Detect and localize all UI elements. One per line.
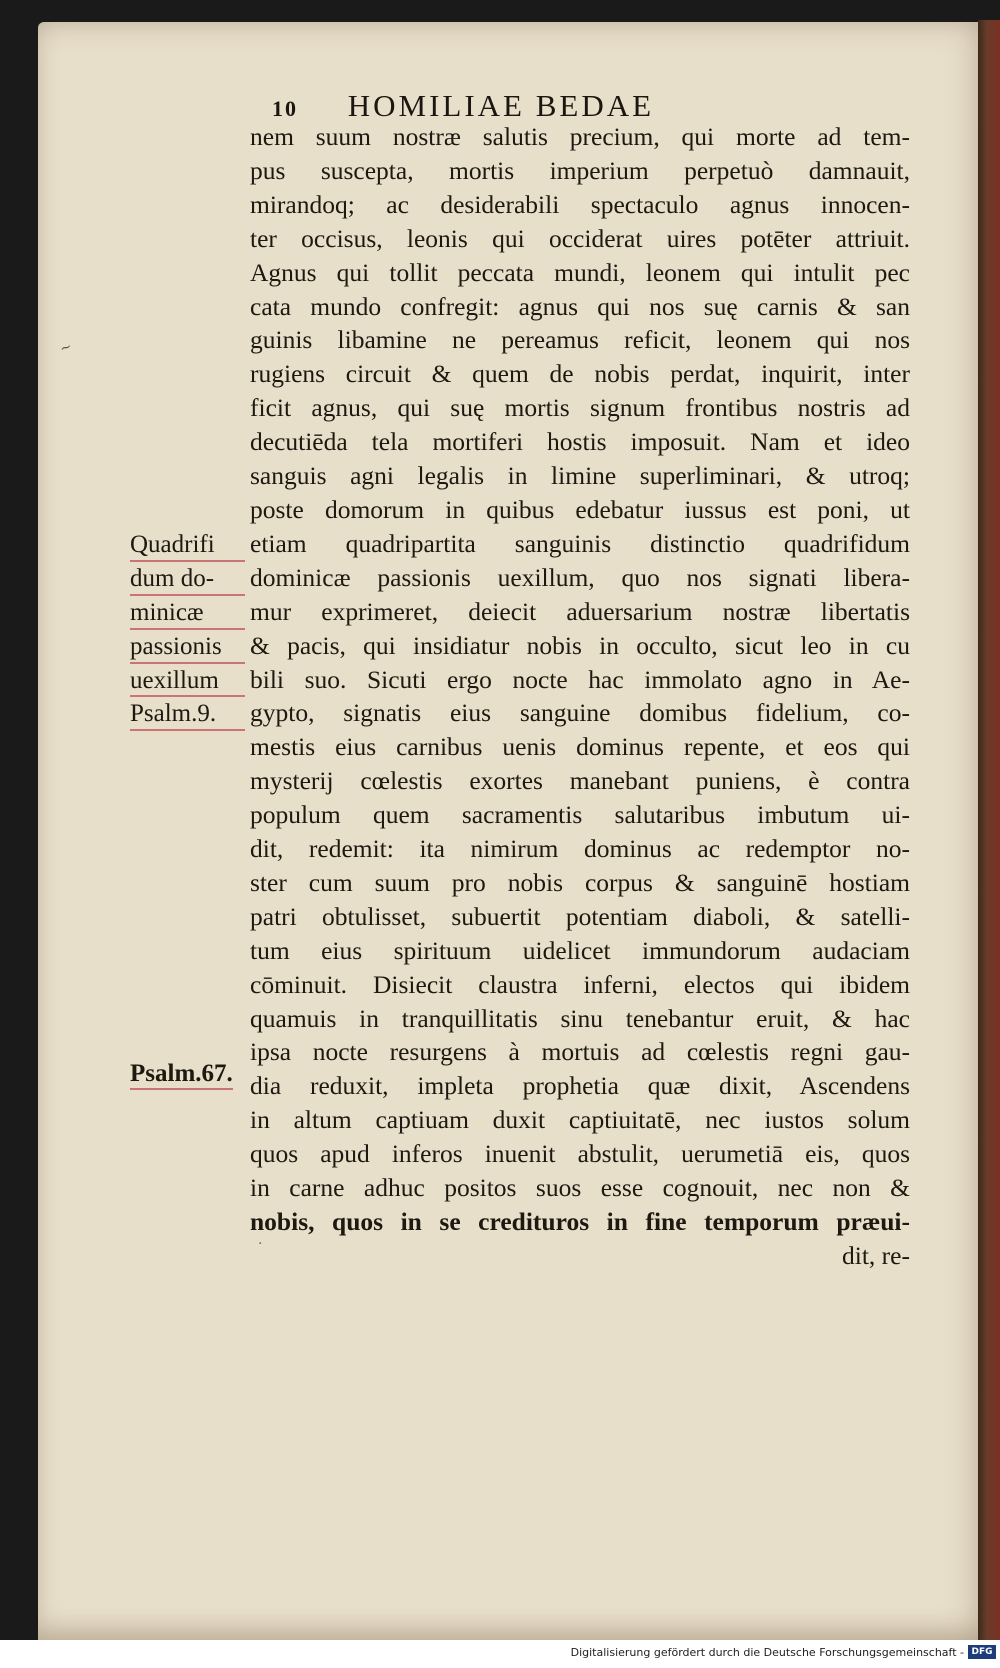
text-line: dit, redemit: ita nimirum dominus ac redemptor no-	[250, 834, 910, 864]
text-line: cōminuit. Disiecit claustra inferni, electos qui ibidem	[250, 969, 910, 999]
text-line: quamuis in tranquillitatis sinu tenebantur eruit, & hac	[250, 1003, 910, 1033]
text-line: in carne adhuc positos suos esse cognouit, nec non &	[250, 1173, 910, 1203]
text-line: Agnus qui tollit peccata mundi, leonem qui intulit pec	[250, 257, 910, 287]
text-line: gypto, signatis eius sanguine domibus fidelium, co-	[250, 698, 910, 728]
marginal-notes	[130, 528, 245, 731]
text-line: patri obtulisset, subuertit potentiam diaboli, & satelli-	[250, 901, 910, 931]
margin-note: uexillum	[130, 664, 245, 698]
page-number: 10	[272, 96, 298, 121]
text-line: bili suo. Sicuti ergo nocte hac immolato agno in Ae-	[250, 664, 910, 694]
text-line: dominicæ passionis uexillum, quo nos signati libera-	[250, 562, 910, 592]
margin-note: minicæ	[130, 596, 245, 630]
body-text	[250, 120, 910, 1273]
text-line: cata mundo confregit: agnus qui nos suę carnis & san	[250, 291, 910, 321]
text-line: tum eius spirituum uidelicet immundorum audaciam	[250, 935, 910, 965]
text-line: quos apud inferos inuenit abstulit, uerumetiā eis, quos	[250, 1139, 910, 1169]
text-line: in altum captiuam duxit captiuitatē, nec iustos solum	[250, 1105, 910, 1135]
running-header	[272, 88, 654, 124]
text-line: populum quem sacramentis salutaribus imbutum ui-	[250, 800, 910, 830]
text-line: guinis libamine ne pereamus reficit, leonem qui nos	[250, 325, 910, 355]
text-line: mirandoq; ac desiderabili spectaculo agnus innocen-	[250, 189, 910, 219]
page-edge	[978, 20, 1000, 1640]
margin-note: passionis	[130, 630, 245, 664]
text-line: ipsa nocte resurgens à mortuis ad cœlestis regni gau-	[250, 1037, 910, 1067]
text-line: decutiēda tela mortiferi hostis imposuit. Nam et ideo	[250, 427, 910, 457]
text-line: & pacis, qui insidiatur nobis in occulto, sicut leo in cu	[250, 630, 910, 660]
text-line: mestis eius carnibus uenis dominus repente, et eos qui	[250, 732, 910, 762]
text-line: dia reduxit, impleta prophetia quæ dixit, Ascendens	[250, 1071, 910, 1101]
text-line: mysterij cœlestis exortes manebant puniens, è contra	[250, 766, 910, 796]
running-title: HOMILIAE BEDAE	[347, 88, 655, 123]
text-line: rugiens circuit & quem de nobis perdat, inquirit, inter	[250, 359, 910, 389]
text-line: ster cum suum pro nobis corpus & sanguinē hostiam	[250, 867, 910, 897]
text-line: pus susceptа, mortis imperium perpetuò damnauit,	[250, 155, 910, 185]
ink-dot-icon: .	[258, 1232, 263, 1248]
text-line: ter occisus, leonis qui occiderat uires potēter attriuit.	[250, 223, 910, 253]
text-line: ficit agnus, qui suę mortis signum frontibus nostris ad	[250, 393, 910, 423]
margin-note: dum do-	[130, 562, 245, 596]
margin-note-psalm: Psalm.9.	[130, 697, 245, 731]
footer-credit: Digitalisierung gefördert durch die Deutsche Forschungsgemeinschaft -	[570, 1646, 964, 1659]
margin-note-psalm-67: Psalm.67.	[130, 1060, 233, 1090]
catchword: dit, re-	[842, 1240, 910, 1270]
text-line: nem suum nostræ salutis precium, qui morte ad tem-	[250, 122, 910, 151]
text-line: nobis, quos in se credituros in fine temporum præui-	[250, 1207, 910, 1236]
text-line: etiam quadripartita sanguinis distinctio quadrifidum	[250, 528, 910, 558]
ink-speck-icon: ~	[57, 338, 75, 358]
margin-note: Quadrifi	[130, 528, 245, 562]
dfg-logo: DFG	[968, 1645, 996, 1659]
text-line: sanguis agni legalis in limine superliminari, & utroq;	[250, 461, 910, 491]
digitization-footer	[0, 1642, 1000, 1668]
text-line: poste domorum in quibus edebatur iussus est poni, ut	[250, 494, 910, 524]
text-line: mur exprimeret, deiecit aduersarium nostræ libertatis	[250, 596, 910, 626]
